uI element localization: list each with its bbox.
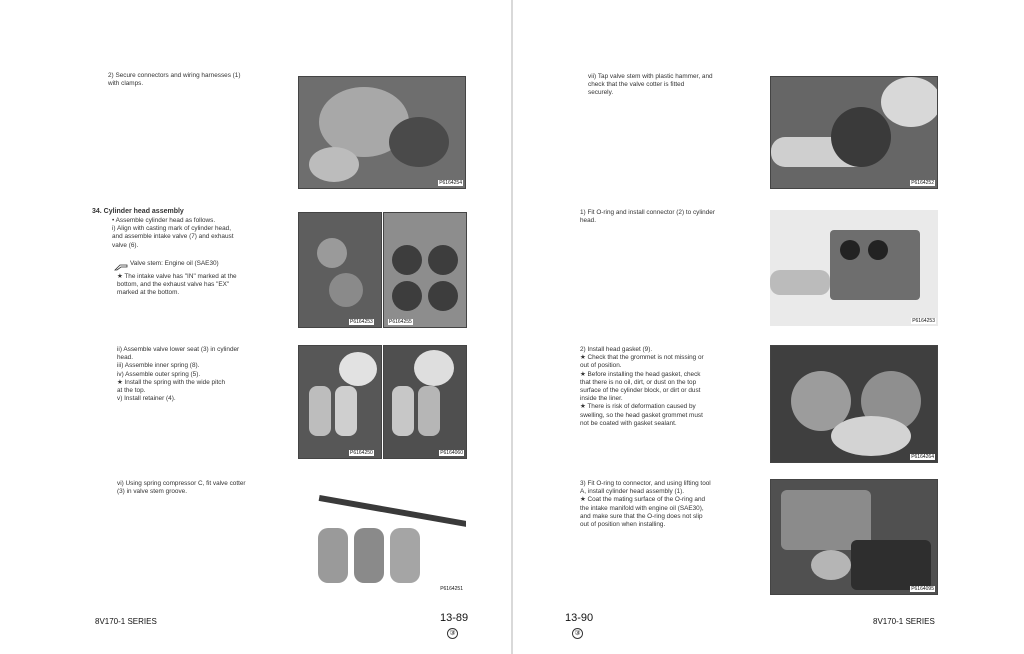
- photo-spring-compressor: [298, 478, 466, 594]
- valve-marking-note: ★ The intake valve has "IN" marked at the bottom, and the exhaust valve has "EX" marked at the bottom.: [117, 273, 237, 297]
- photo-number: P6164253: [912, 318, 935, 324]
- photo-springs-left: [298, 345, 382, 459]
- step-assemble-valves: • Assemble cylinder head as follows. i) Align with casting mark of cylinder head, and assemble intake valve (7) and exhaust valve (6).: [112, 217, 234, 249]
- photo-number: P6164252: [911, 180, 934, 186]
- photo-number: P6164251: [440, 586, 463, 592]
- lubricant-icon: [114, 258, 128, 266]
- page-number: 13-90: [565, 612, 594, 624]
- step-secure-connectors: 2) Secure connectors and wiring harnesses (1) with clamps.: [108, 72, 241, 88]
- photo-number: P6164254: [439, 180, 462, 186]
- revision-mark: ③: [447, 628, 458, 639]
- photo-number: P6164264: [911, 454, 934, 460]
- step-valve-cotter: vi) Using spring compressor C, fit valve cotter (3) in valve stem groove.: [117, 480, 246, 496]
- photo-connector: [770, 210, 938, 326]
- photo-lifting-tool: [770, 479, 938, 595]
- section-heading: 34. Cylinder head assembly: [92, 208, 184, 215]
- photo-cylinder-head-left: [298, 212, 382, 328]
- page-number: 13-89: [440, 612, 469, 624]
- photo-head-gasket: [770, 345, 938, 463]
- footer-series: 8V170-1 SERIES: [95, 617, 157, 626]
- step-install-connector: 1) Fit O-ring and install connector (2) to cylinder head.: [580, 209, 715, 225]
- photo-number: P6164060: [440, 450, 463, 456]
- photo-connectors: [298, 76, 466, 189]
- left-page: [0, 0, 511, 654]
- right-page: [513, 0, 1024, 654]
- photo-number: P6164255: [389, 319, 412, 325]
- step-springs-retainer: ii) Assemble valve lower seat (3) in cylinder head. iii) Assemble inner spring (8). iv) Assemble outer spring (5). ★ Install the spring with the wide pitch at the top. v) Install retainer (4).: [117, 346, 240, 403]
- photo-number: P6164095: [911, 586, 934, 592]
- step-tap-valve-stem: vii) Tap valve stem with plastic hammer, and check that the valve cotter is fitted securely.: [588, 73, 713, 97]
- lubricant-spec: Valve stem: Engine oil (SAE30): [130, 260, 219, 267]
- photo-number: P6164250: [350, 450, 373, 456]
- step-install-head-assembly: 3) Fit O-ring to connector, and using lifting tool A, install cylinder head assembly (1). ★ Coat the mating surface of the O-ring and the intake manifold with engine oil (SAE30), and make sure that the O-ring does not slip out of position when installing.: [580, 480, 711, 529]
- step-head-gasket: 2) Install head gasket (9). ★ Check that the grommet is not missing or out of position. ★ Before installing the head gasket, check that there is no oil, dirt, or dust on the top surface of the cylinder block, or dirt or dust inside the liner. ★ There is risk of deformation caused by swelling, so the head gasket grommet must not be coated with gasket sealant.: [580, 346, 704, 427]
- revision-mark: ③: [572, 628, 583, 639]
- photo-number: P6164253: [350, 319, 373, 325]
- photo-tap-valve: [770, 76, 938, 189]
- photo-springs-right: [383, 345, 467, 459]
- footer-series: 8V170-1 SERIES: [873, 617, 935, 626]
- photo-cylinder-head-right: [383, 212, 467, 328]
